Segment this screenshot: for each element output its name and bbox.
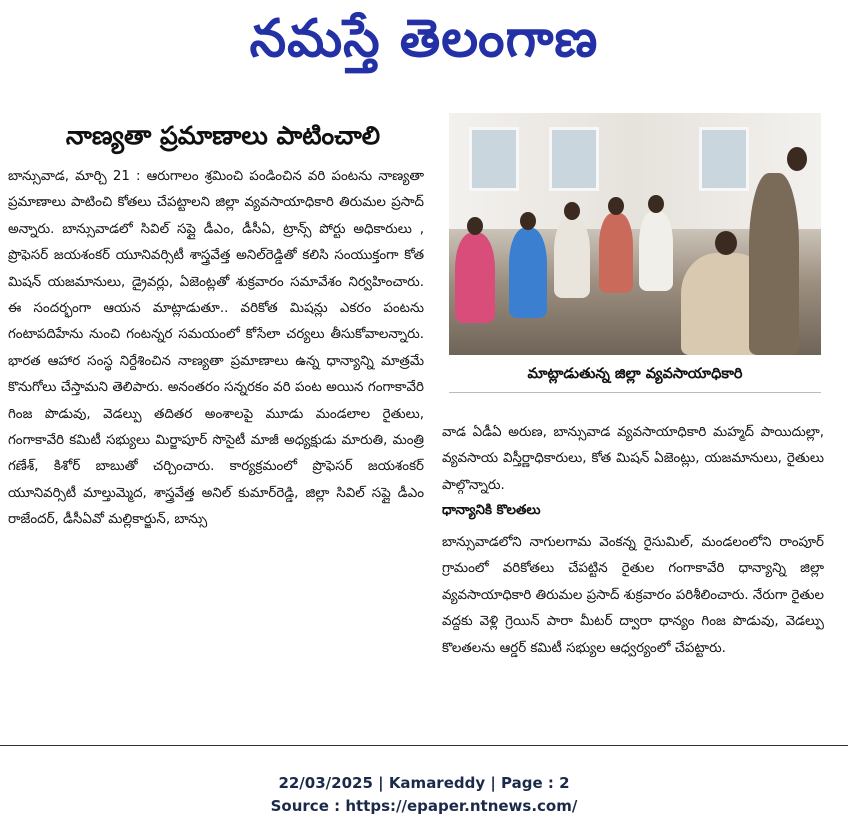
photo-head xyxy=(715,231,737,255)
photo-head xyxy=(467,217,483,235)
photo-head xyxy=(520,212,536,230)
photo-head xyxy=(608,197,624,215)
photo-window xyxy=(549,127,599,191)
section-subheading: ధాన్యానికి కొలతలు xyxy=(442,503,541,518)
article-headline: నాణ్యతా ప్రమాణాలు పాటించాలి xyxy=(65,121,381,150)
photo-window xyxy=(699,127,749,191)
photo-window xyxy=(469,127,519,191)
article-photo xyxy=(449,113,821,355)
photo-person xyxy=(509,228,547,318)
newspaper-masthead: నమస్తే తెలంగాణ xyxy=(249,8,599,69)
photo-person xyxy=(749,173,799,355)
article-body-left: బాన్సువాడ, మార్చి 21 : ఆరుగాలం శ్రమించి పండించిన వరి పంటను నాణ్యతా ప్రమాణాలు పాటించి కోతలు చేపట్టాలని జిల్లా వ్యవసాయాధికారి తిరుమల ప్రసాద్ అన్నారు. బాన్సువాడలో సివిల్ సప్లై డీఎం, డీసీఏ, ట్రాన్స్ పోర్టు అధికారులు , ప్రొఫెసర్ జయశంకర్ యూనివర్సిటీ శాస్త్రవేత్త అనిల్‌రెడ్డితో కలిసి సంయుక్తంగా కోత మిషన్ యజమానులు, డ్రైవర్లు, ఏజెంట్లతో శుక్రవారం సమావేశం నిర్వహించారు. ఈ సందర్భంగా ఆయన మాట్లాడుతూ.. వరికోత మిషన్లు ఎకరం పంటను గంటాపదిహేను నుంచి గంటన్నర సమయంలో కోసేలా చర్యలు తీసుకోవాలన్నారు. భారత ఆహార సంస్థ నిర్దేశించిన నాణ్యతా ప్రమాణాలు ఉన్న ధాన్యాన్ని మాత్రమే కొనుగోలు చేస్తామని తెలిపారు. అనంతరం సన్నరకం వరి పంట అయిన గంగాకావేరి గింజ పొడువు, వెడల్పు తదితర అంశాలపై మూడు మండలాల రైతులు, గంగాకావేరి కమిటీ సభ్యులు మిర్జాపూర్ సొసైటీ మాజీ అధ్యక్షుడు మారుతి, మంత్రి గణేశ్, కిశోర్ బాబుతో చర్చించారు. కార్యక్రమంలో ప్రొఫెసర్ జయశంకర్ యూనివర్సిటీ మాల్తుమ్మెద, శాస్త్రవేత్త అనిల్ కుమార్‌రెడ్డి, జిల్లా సివిల్ సప్లై డీఎం రాజేందర్, డీసీఏవో మల్లికార్జున్, బాన్సు xyxy=(8,169,424,528)
footer-date-edition: 22/03/2025 | Kamareddy | Page : 2 xyxy=(278,774,570,792)
photo-head xyxy=(648,195,664,213)
article-body-right-section: బాన్సువాడలోని నాగులగామ వెంకన్న రైసుమిల్, మండలంలోని రాంపూర్ గ్రామంలో వరికోతలు చేపట్టిన రైతుల గంగాకావేరి ధాన్యాన్ని జిల్లా వ్యవసాయాధికారి తిరుమల ప్రసాద్ శుక్రవారం పరిశీలించారు. నేరుగా రైతుల వద్దకు వెళ్లి గ్రెయిన్ పారా మీటర్ ద్వారా ధాన్యం గింజ పొడువు, వెడల్పు కొలతలను ఆర్డర్ కమిటీ సభ్యుల ఆధ్వర్యంలో చేపట్టారు. xyxy=(442,535,824,656)
photo-person xyxy=(599,213,633,293)
footer-source: Source : https://epaper.ntnews.com/ xyxy=(270,797,578,815)
article-body-right: వాడ ఏడీఏ అరుణ, బాన్సువాడ వ్యవసాయాధికారి మహ్మద్ పాయిదుల్లా, వ్యవసాయ విస్తీర్ణాధికారులు, కోత మిషన్ ఏజెంట్లు, యజమానులు, రైతులు పాల్గొన్నారు. xyxy=(442,425,824,493)
photo-head xyxy=(787,147,807,171)
photo-caption: మాట్లాడుతున్న జిల్లా వ్యవసాయాధికారి xyxy=(449,356,821,393)
photo-person xyxy=(639,211,673,291)
footer-divider xyxy=(0,745,848,746)
photo-person xyxy=(455,233,495,323)
photo-person xyxy=(554,218,590,298)
photo-head xyxy=(564,202,580,220)
